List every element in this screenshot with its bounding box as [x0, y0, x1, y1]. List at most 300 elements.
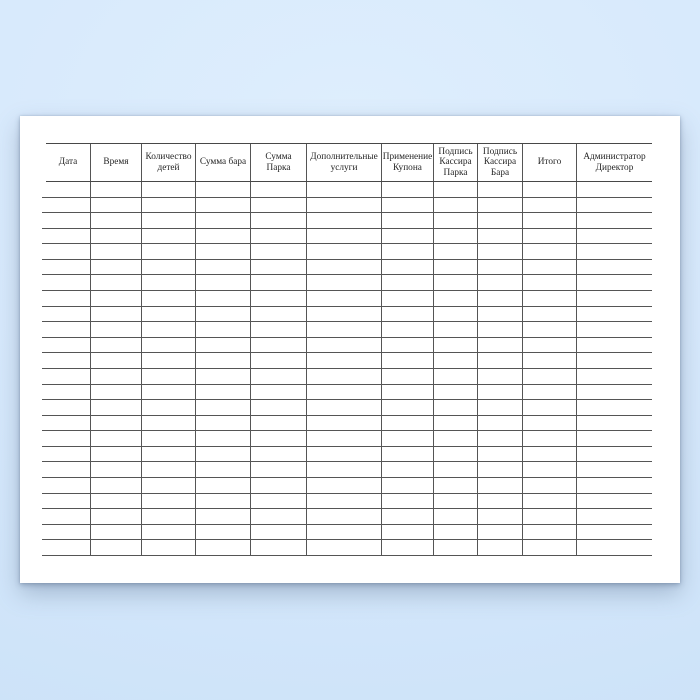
table-cell [142, 213, 196, 228]
table-cell [382, 462, 434, 477]
table-cell [91, 353, 142, 368]
table-cell [307, 478, 382, 493]
table-cell [307, 260, 382, 275]
table-cell [46, 431, 91, 446]
table-cell [251, 198, 307, 213]
table-cell [434, 385, 478, 400]
table-cell [382, 198, 434, 213]
table-cell [91, 229, 142, 244]
table-cell [251, 447, 307, 462]
table-cell [142, 275, 196, 290]
table-cell [577, 478, 652, 493]
table-row [42, 322, 652, 338]
column-header: Дата [46, 144, 91, 181]
table-cell [142, 540, 196, 555]
table-cell [91, 462, 142, 477]
table-cell [196, 494, 251, 509]
table-cell [251, 540, 307, 555]
table-cell [577, 431, 652, 446]
table-cell [91, 244, 142, 259]
table-cell [382, 509, 434, 524]
table-cell [434, 322, 478, 337]
table-cell [196, 525, 251, 540]
table-cell [196, 540, 251, 555]
table-cell [251, 431, 307, 446]
column-header: Сумма бара [196, 144, 251, 181]
table-cell [46, 509, 91, 524]
table-cell [382, 338, 434, 353]
table-cell [434, 369, 478, 384]
table-cell [46, 540, 91, 555]
table-cell [196, 307, 251, 322]
table-cell [91, 275, 142, 290]
table-row [42, 540, 652, 556]
table-cell [142, 291, 196, 306]
table-cell [196, 229, 251, 244]
table-cell [91, 338, 142, 353]
table-cell [91, 509, 142, 524]
table-cell [523, 462, 577, 477]
table-cell [142, 494, 196, 509]
table-cell [142, 369, 196, 384]
table-cell [46, 275, 91, 290]
table-cell [251, 244, 307, 259]
table-cell [91, 494, 142, 509]
table-cell [307, 229, 382, 244]
table-cell [91, 260, 142, 275]
table-cell [46, 353, 91, 368]
table-cell [251, 478, 307, 493]
table-cell [251, 385, 307, 400]
table-cell [91, 307, 142, 322]
table-cell [196, 244, 251, 259]
table-cell [382, 229, 434, 244]
table-row [42, 338, 652, 354]
table-cell [46, 525, 91, 540]
table-cell [577, 494, 652, 509]
table-cell [382, 431, 434, 446]
table-cell [434, 213, 478, 228]
table-cell [382, 213, 434, 228]
table-cell [478, 447, 523, 462]
table-cell [251, 307, 307, 322]
table-cell [142, 353, 196, 368]
table-cell [142, 260, 196, 275]
table-cell [382, 478, 434, 493]
table-cell [434, 229, 478, 244]
table-cell [196, 260, 251, 275]
table-cell [91, 447, 142, 462]
table-cell [434, 353, 478, 368]
table-cell [382, 385, 434, 400]
table-cell [196, 322, 251, 337]
table-cell [523, 291, 577, 306]
column-header: Применение Купона [382, 144, 434, 181]
table-cell [46, 307, 91, 322]
table-cell [91, 291, 142, 306]
table-cell [46, 416, 91, 431]
table-cell [46, 369, 91, 384]
table-cell [577, 307, 652, 322]
table-cell [434, 462, 478, 477]
table-cell [523, 447, 577, 462]
table-cell [251, 182, 307, 197]
table-cell [478, 229, 523, 244]
table-cell [251, 338, 307, 353]
table-cell [434, 338, 478, 353]
table-cell [577, 182, 652, 197]
table-cell [196, 275, 251, 290]
table-cell [434, 494, 478, 509]
table-row [42, 213, 652, 229]
table-cell [434, 540, 478, 555]
table-cell [142, 244, 196, 259]
table-cell [196, 338, 251, 353]
table-cell [434, 447, 478, 462]
table-cell [382, 369, 434, 384]
table-cell [523, 494, 577, 509]
table-cell [91, 369, 142, 384]
table-cell [91, 213, 142, 228]
table-cell [523, 322, 577, 337]
table-cell [91, 525, 142, 540]
table-cell [251, 275, 307, 290]
table-cell [434, 525, 478, 540]
table-cell [478, 198, 523, 213]
table-cell [523, 540, 577, 555]
table-cell [251, 400, 307, 415]
table-cell [91, 182, 142, 197]
table-cell [523, 307, 577, 322]
table-cell [46, 462, 91, 477]
table-cell [523, 431, 577, 446]
table-cell [307, 182, 382, 197]
table-cell [307, 198, 382, 213]
table-cell [307, 431, 382, 446]
table-cell [577, 540, 652, 555]
table-cell [523, 478, 577, 493]
table-cell [478, 478, 523, 493]
column-header: Администратор Директор [583, 152, 646, 173]
table-cell [196, 182, 251, 197]
table-cell [434, 275, 478, 290]
table-cell [307, 540, 382, 555]
table-cell [523, 198, 577, 213]
table-cell [307, 416, 382, 431]
table-cell [46, 182, 91, 197]
table-cell [196, 291, 251, 306]
table-row [42, 478, 652, 494]
table-cell [196, 478, 251, 493]
table-row [42, 244, 652, 260]
table-cell [577, 322, 652, 337]
paper-sheet [20, 116, 680, 583]
table-cell [307, 494, 382, 509]
table-cell [523, 509, 577, 524]
table-cell [382, 275, 434, 290]
table-cell [382, 322, 434, 337]
table-cell [434, 244, 478, 259]
table-cell [196, 416, 251, 431]
column-header: Дополнительные услуги [307, 144, 382, 181]
table-cell [91, 385, 142, 400]
column-header: Итого [523, 144, 577, 181]
table-cell [251, 260, 307, 275]
table-cell [523, 260, 577, 275]
table-cell [434, 400, 478, 415]
table-cell [46, 447, 91, 462]
table-row [42, 462, 652, 478]
table-cell [46, 244, 91, 259]
table-cell [382, 353, 434, 368]
table-cell [307, 525, 382, 540]
table-row [42, 229, 652, 245]
table-cell [196, 400, 251, 415]
table-cell [434, 478, 478, 493]
table-row [42, 494, 652, 510]
table-cell [478, 525, 523, 540]
table-cell [196, 385, 251, 400]
table-cell [251, 322, 307, 337]
table-cell [577, 462, 652, 477]
table-cell [478, 244, 523, 259]
table-cell [307, 244, 382, 259]
table-cell [434, 307, 478, 322]
table-cell [478, 260, 523, 275]
table-cell [478, 431, 523, 446]
table-cell [434, 291, 478, 306]
table-cell [577, 353, 652, 368]
table-cell [251, 416, 307, 431]
table-cell [46, 478, 91, 493]
table-cell [46, 338, 91, 353]
table-cell [478, 416, 523, 431]
table-cell [307, 322, 382, 337]
table-cell [196, 431, 251, 446]
table-row [42, 385, 652, 401]
table-cell [251, 353, 307, 368]
table-cell [382, 182, 434, 197]
table-cell [251, 462, 307, 477]
table-cell [478, 291, 523, 306]
table-cell [577, 447, 652, 462]
table-cell [577, 338, 652, 353]
table-cell [478, 322, 523, 337]
table-cell [434, 431, 478, 446]
table-cell [577, 525, 652, 540]
table-cell [251, 229, 307, 244]
table-cell [478, 182, 523, 197]
column-header: Время [91, 144, 142, 181]
table-cell [196, 353, 251, 368]
table-cell [478, 307, 523, 322]
table-cell [478, 338, 523, 353]
table-cell [142, 462, 196, 477]
table-cell [196, 369, 251, 384]
table-cell [142, 338, 196, 353]
table-cell [577, 416, 652, 431]
table-cell [478, 509, 523, 524]
table-cell [523, 244, 577, 259]
table-row [42, 400, 652, 416]
table-cell [577, 198, 652, 213]
table-cell [196, 198, 251, 213]
table-cell [307, 291, 382, 306]
table-cell [91, 322, 142, 337]
table-cell [577, 509, 652, 524]
table-cell [91, 478, 142, 493]
table-row [42, 447, 652, 463]
table-cell [307, 447, 382, 462]
header-row [46, 143, 652, 182]
table-cell [523, 338, 577, 353]
table-cell [382, 525, 434, 540]
table-cell [577, 369, 652, 384]
table-cell [251, 369, 307, 384]
table-cell [478, 400, 523, 415]
table-cell [523, 385, 577, 400]
table-cell [307, 400, 382, 415]
table-cell [307, 385, 382, 400]
table-cell [142, 229, 196, 244]
table-cell [251, 525, 307, 540]
table-cell [434, 260, 478, 275]
table-cell [142, 322, 196, 337]
table-cell [523, 400, 577, 415]
table-row [42, 369, 652, 385]
table-cell [91, 416, 142, 431]
table-cell [307, 509, 382, 524]
table-row [42, 182, 652, 198]
table-cell [434, 198, 478, 213]
table-row [42, 416, 652, 432]
table-cell [196, 447, 251, 462]
table-cell [142, 509, 196, 524]
table-cell [142, 400, 196, 415]
table-cell [142, 385, 196, 400]
table-row [42, 291, 652, 307]
table-cell [46, 260, 91, 275]
table-cell [91, 431, 142, 446]
table-cell [307, 307, 382, 322]
table-cell [382, 416, 434, 431]
table-cell [577, 244, 652, 259]
column-header: Количество детей [142, 144, 196, 181]
table-cell [434, 509, 478, 524]
table-cell [307, 369, 382, 384]
table-cell [196, 509, 251, 524]
table-cell [307, 275, 382, 290]
table-cell [46, 400, 91, 415]
table-cell [434, 182, 478, 197]
table-cell [523, 213, 577, 228]
table-cell [142, 431, 196, 446]
table-cell [434, 416, 478, 431]
table-cell [577, 275, 652, 290]
column-header: Подпись Кассира Бара [478, 144, 523, 181]
table-cell [523, 353, 577, 368]
table-cell [46, 385, 91, 400]
table-row [42, 275, 652, 291]
table-row [42, 431, 652, 447]
table-cell [251, 494, 307, 509]
table-row [42, 525, 652, 541]
table-cell [46, 198, 91, 213]
table-cell [91, 400, 142, 415]
table-row [42, 353, 652, 369]
table-cell [478, 462, 523, 477]
table-cell [577, 229, 652, 244]
table-cell [478, 369, 523, 384]
table-cell [142, 416, 196, 431]
table-cell [478, 494, 523, 509]
table-cell [251, 291, 307, 306]
table-cell [142, 307, 196, 322]
table-cell [577, 400, 652, 415]
column-header: Подпись Кассира Парка [434, 144, 478, 181]
table-cell [142, 525, 196, 540]
table-cell [46, 213, 91, 228]
table-cell [307, 338, 382, 353]
table-row [42, 307, 652, 323]
table-cell [523, 229, 577, 244]
table-cell [382, 447, 434, 462]
table-cell [142, 182, 196, 197]
table-cell [523, 416, 577, 431]
table-cell [478, 353, 523, 368]
table-cell [382, 400, 434, 415]
table-cell [46, 494, 91, 509]
table-cell [577, 213, 652, 228]
table-cell [142, 478, 196, 493]
table-row [42, 509, 652, 525]
table-cell [196, 213, 251, 228]
table-cell [382, 540, 434, 555]
table-cell [307, 353, 382, 368]
table-cell [523, 525, 577, 540]
table-cell [382, 494, 434, 509]
table-cell [307, 462, 382, 477]
table-cell [577, 260, 652, 275]
table-cell [577, 385, 652, 400]
table-cell [382, 307, 434, 322]
table-cell [46, 229, 91, 244]
table-cell [142, 447, 196, 462]
table-cell [478, 275, 523, 290]
table-cell [382, 260, 434, 275]
table-cell [523, 182, 577, 197]
table-cell [251, 213, 307, 228]
table-cell [91, 540, 142, 555]
column-header: Сумма Парка [251, 144, 307, 181]
table-cell [478, 213, 523, 228]
table-cell [478, 540, 523, 555]
table-cell [251, 509, 307, 524]
table-cell [307, 213, 382, 228]
table-cell [577, 291, 652, 306]
table-cell [523, 275, 577, 290]
table-row [42, 260, 652, 276]
table-cell [46, 322, 91, 337]
blank-table-form [46, 143, 652, 556]
table-cell [382, 244, 434, 259]
table-cell [142, 198, 196, 213]
table-row [42, 198, 652, 214]
table-body [42, 182, 652, 556]
table-cell [478, 385, 523, 400]
table-cell [196, 462, 251, 477]
table-cell [523, 369, 577, 384]
